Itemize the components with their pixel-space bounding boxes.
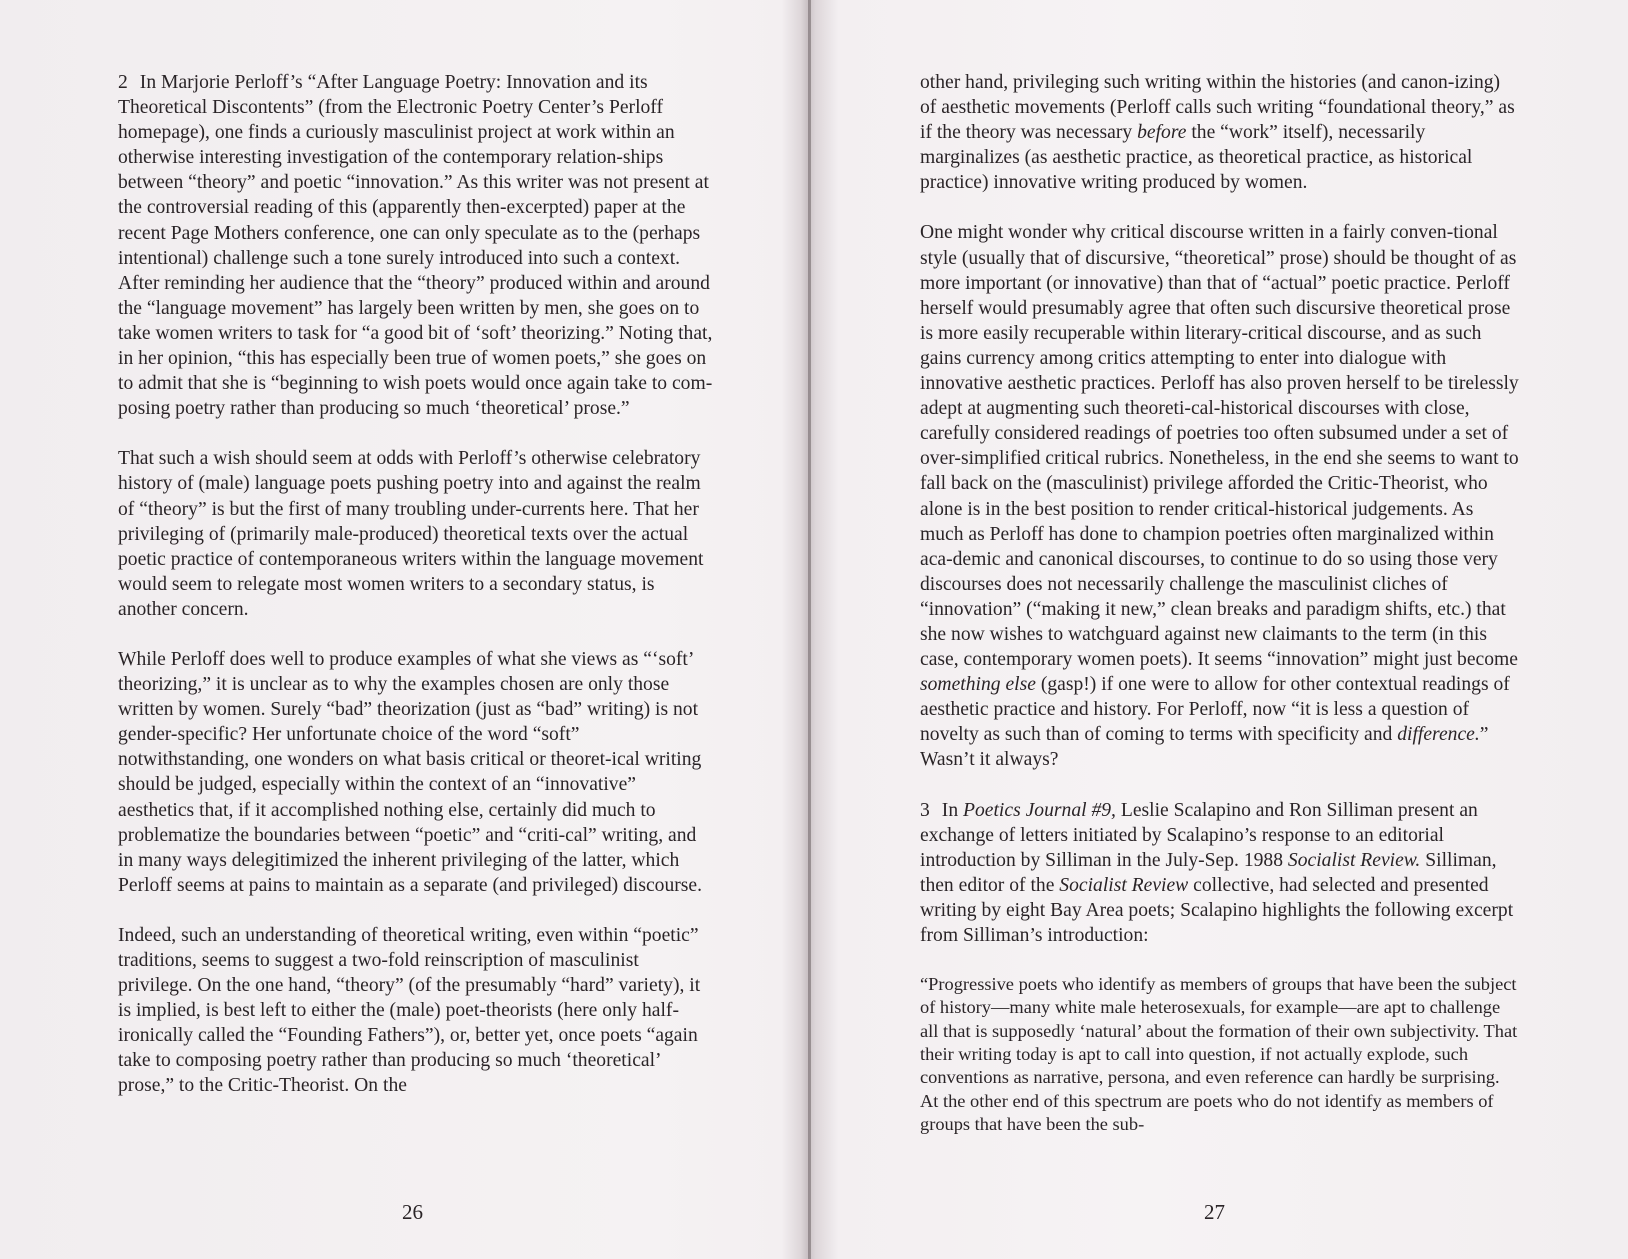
text-run: Leslie Scalapino and Ron Silliman present an exchange of letters initiated by Scalapino’s response to an editorial introduction by Silliman in the July-Sep. 1988: [920, 799, 1478, 871]
italic-text: Poetics Journal #9,: [963, 799, 1116, 821]
paragraph: That such a wish should seem at odds with Perloff’s otherwise celebratory history of (male) language poets pushing poetry into and against the realm of “theory” is but the first of many troubling under-currents here. That her privileging of (primarily male-produced) theoretical texts over the actual poetic practice of contemporaneous writers within the language movement would seem to relegate most women writers to a secondary status, is another concern.: [118, 448, 704, 620]
note-number: 2: [118, 72, 128, 93]
paragraph: [920, 798, 1520, 949]
paragraph: While Perloff does well to produce examples of what she views as “‘soft’ theorizing,” it is unclear as to why the examples chosen are only those written by women. Surely “bad” theorization (just as “bad” writing) is not gender-specific? Her unfortunate choice of the word “soft” notwithstanding, one wonders on what basis critical or theoret-ical writing should be judged, especially within the context of an “innovative” aesthetics that, if it accomplished nothing else, certainly did much to problematize the boundaries between “poetic” and “criti-cal” writing, and in many ways delegitimized the inherent privileging of the latter, which Perloff seems at pains to maintain as a separate (and privileged) discourse.: [118, 648, 702, 896]
paragraph: [920, 220, 1520, 772]
italic-text: something else: [920, 674, 1036, 696]
right-page: [920, 70, 1520, 1161]
paragraph: [118, 70, 713, 421]
text-run: (gasp!) if one were to allow for other contextual readings of aesthetic practice and history. For Perloff, now “it is less a question of novelty as such than of coming to terms with specificity and: [920, 674, 1510, 746]
page-number-right: 27: [1204, 1200, 1225, 1224]
italic-text: Socialist Review.: [1287, 849, 1421, 871]
text-run: In: [941, 799, 964, 821]
paragraph-text: In Marjorie Perloff’s “After Language Poetry: Innovation and its Theoretical Discontents” (from the Electronic Poetry Center’s Perloff homepage), one finds a curiously masculinist project at work within an otherwise interesting investigation of the contemporary relation-ships between “theory” and poetic “innovation.” As this writer was not present at the controversial reading of this (apparently then-excerpted) paper at the recent Page Mothers conference, one can only speculate as to the (perhaps intentional) challenge such a tone surely introduced into such a context. After reminding her audience that the “theory” produced within and around the “language movement” has largely been written by men, she goes on to take women writers to task for “a good bit of ‘soft’ theorizing.” Noting that, in her opinion, “this has especially been true of women poets,” she goes on to admit that she is “beginning to wish poets would once again take to com-posing poetry rather than producing so much ‘theoretical’ prose.”: [118, 72, 713, 420]
left-page: [118, 70, 713, 1124]
paragraph: Indeed, such an understanding of theoretical writing, even within “poetic” traditions, seems to suggest a two-fold reinscription of masculinist privilege. On the one hand, “theory” (of the presumably “hard” variety), it is implied, is best left to either the (male) poet-theorists (here only half-ironically called the “Founding Fathers”), or, better yet, once poets “again take to composing poetry rather than producing so much ‘theoretical’ prose,” to the Critic-Theorist. On the: [118, 924, 701, 1097]
text-run: ” Wasn’t it always?: [920, 724, 1489, 771]
paragraph: [920, 70, 1520, 195]
italic-text: before: [1137, 122, 1187, 144]
block-quote: “Progressive poets who identify as members of groups that have been the subject of history—many white male heterosexuals, for example—are apt to challenge all that is supposedly ‘natural’ about the formation of their own subjectivity. That their writing today is apt to call into question, if not actually explode, such conventions as narrative, persona, and even reference can hardly be surprising. At the other end of this spectrum are poets who do not identify as members of groups that have been the sub-: [920, 974, 1518, 1134]
text-run: other hand, privileging such writing within the histories (and canon-izing) of aesthetic movements (Perloff calls such writing “foundational theory,” as if the theory was necessary: [920, 72, 1515, 144]
book-gutter: [808, 0, 811, 1259]
text-run: collective, had selected and presented writing by eight Bay Area poets; Scalapino highlights the following excerpt from Silliman’s introduction:: [920, 874, 1514, 946]
text-run: Silliman, then editor of the: [920, 849, 1497, 896]
text-run: the “work” itself), necessarily marginalizes (as aesthetic practice, as theoretical practice, as historical practice) innovative writing produced by women.: [920, 122, 1473, 194]
italic-text: difference.: [1397, 724, 1480, 746]
italic-text: Socialist Review: [1059, 874, 1189, 896]
note-number: 3: [920, 799, 930, 821]
page-number-left: 26: [402, 1200, 423, 1224]
text-run: One might wonder why critical discourse written in a fairly conven-tional style (usually that of discursive, “theoretical” prose) should be thought of as more important (or innovative) than that of “actual” poetic practice. Perloff herself would presumably agree that often such discursive theoretical prose is more easily recuperable within literary-critical discourse, and as such gains currency among critics attempting to enter into dialogue with innovative aesthetic practices. Perloff has also proven herself to be tirelessly adept at augmenting such theoreti-cal-historical discourses with close, carefully considered readings of poetries too often subsumed under a set of over-simplified critical rubrics. Nonetheless, in the end she seems to want to fall back on the (masculinist) privilege afforded the Critic-Theorist, who alone is in the best position to render critical-historical judgements. As much as Perloff has done to champion poetries often marginalized within aca-demic and canonical discourses, to continue to do so using those very discourses does not necessarily challenge the masculinist cliches of “innovation” (“making it new,” clean breaks and paradigm shifts, etc.) that she now wishes to watchguard against new claimants to the term (in this case, contemporary women poets). It seems “innovation” might just become: [920, 222, 1519, 671]
